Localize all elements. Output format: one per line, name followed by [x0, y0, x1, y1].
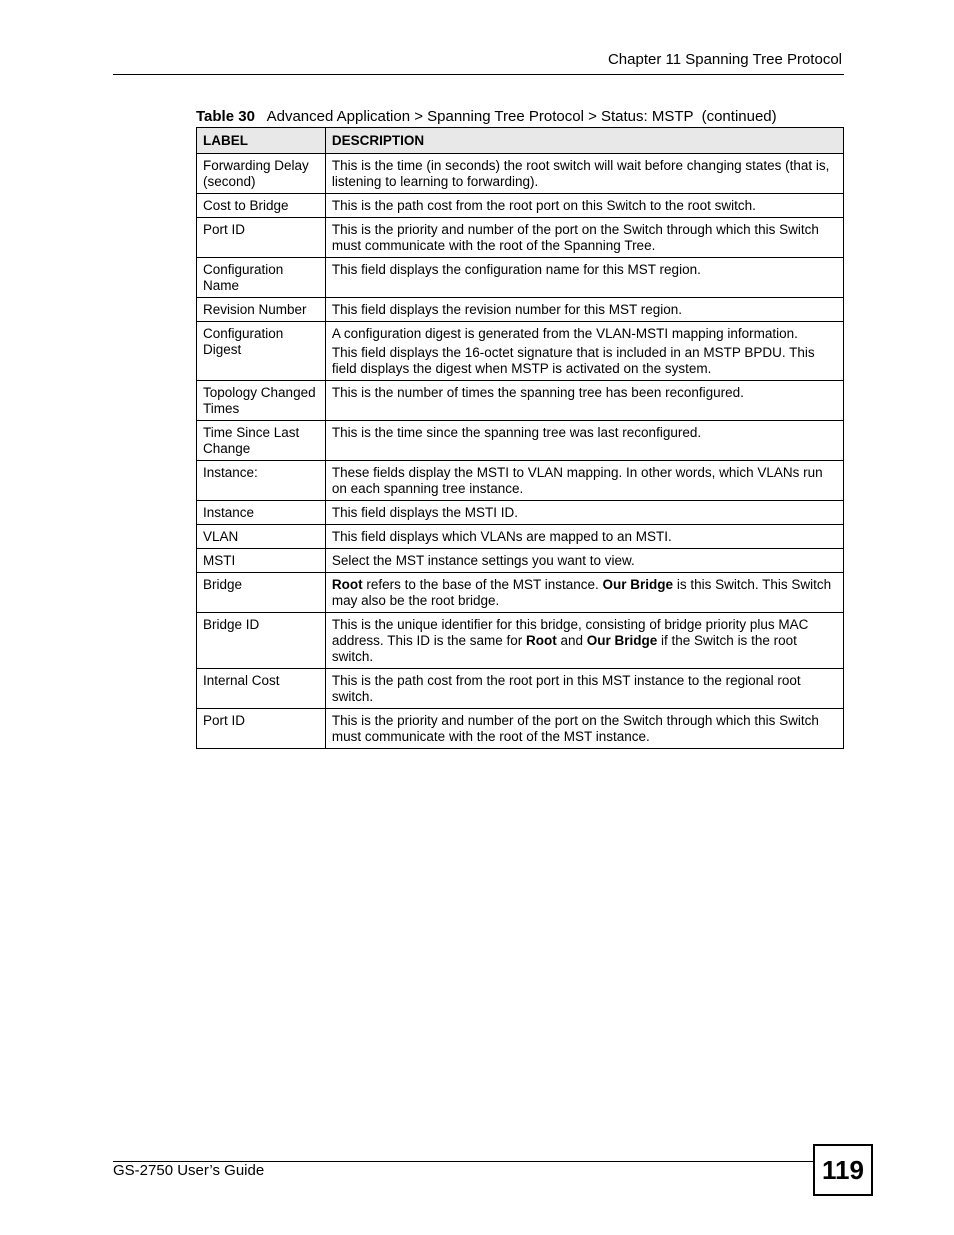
row-description [325, 194, 843, 218]
description-paragraph [332, 617, 837, 665]
table-row [197, 218, 844, 258]
chapter-title: Chapter 11 Spanning Tree Protocol [607, 51, 842, 68]
description-paragraph: This field displays the MSTI ID. [331, 505, 518, 520]
description-paragraph: Select the MST instance settings you want to view. [331, 553, 635, 568]
row-label: VLAN [197, 525, 326, 549]
row-description [325, 154, 843, 194]
description-paragraph: This is the number of times the spanning tree has been reconfigured. [331, 385, 744, 400]
column-header-label: LABEL [197, 128, 326, 154]
row-description [325, 573, 843, 613]
description-text: and [556, 633, 587, 648]
row-label: Forwarding Delay (second) [197, 154, 326, 194]
description-paragraph: A configuration digest is generated from the VLAN-MSTI mapping information. [331, 326, 798, 341]
description-paragraph: This field displays the revision number for this MST region. [331, 302, 683, 317]
table-row [197, 421, 844, 461]
row-label: Time Since Last Change [197, 421, 326, 461]
description-text: if the Switch is the root switch. [331, 633, 797, 664]
description-paragraph: This is the priority and number of the port on the Switch through which this Switch must communicate with the root of the MST instance. [331, 713, 819, 744]
description-paragraph [332, 577, 837, 609]
row-description [325, 322, 843, 381]
description-paragraph: This is the path cost from the root port in this MST instance to the regional root switch. [331, 673, 801, 704]
bold-term: Root [525, 633, 557, 648]
row-label: Cost to Bridge [197, 194, 326, 218]
row-label: Internal Cost [197, 669, 326, 709]
description-text: This is the unique identifier for this bridge, consisting of bridge priority plus MAC address. This ID is the same for [331, 617, 809, 648]
bold-term: Our Bridge [602, 577, 674, 592]
row-description [325, 218, 843, 258]
table-row [197, 573, 844, 613]
row-label: Bridge ID [197, 613, 326, 669]
table-row [197, 381, 844, 421]
row-description [325, 421, 843, 461]
row-label: Instance [197, 501, 326, 525]
table-caption-text: Advanced Application > Spanning Tree Protocol > Status: MSTP (continued) [266, 108, 777, 125]
column-header-description: DESCRIPTION [325, 128, 843, 154]
table-row [197, 613, 844, 669]
table-row [197, 298, 844, 322]
row-description [325, 669, 843, 709]
table-row [197, 709, 844, 749]
row-description [325, 258, 843, 298]
description-paragraph: This field displays which VLANs are mapped to an MSTI. [331, 529, 672, 544]
table-body [197, 154, 844, 749]
table-caption [196, 107, 777, 126]
row-description [325, 461, 843, 501]
table-caption-label: Table 30 [196, 108, 255, 125]
description-paragraph: This field displays the 16-octet signature that is included in an MSTP BPDU. This field displays the digest when MSTP is activated on the system. [331, 345, 815, 376]
row-label: Instance: [197, 461, 326, 501]
row-label: Configuration Name [197, 258, 326, 298]
bold-term: Our Bridge [586, 633, 658, 648]
description-paragraph: This is the time since the spanning tree was last reconfigured. [331, 425, 702, 440]
row-description [325, 298, 843, 322]
row-description [325, 381, 843, 421]
guide-title: GS-2750 User’s Guide [113, 1162, 265, 1179]
spec-table [196, 127, 844, 749]
table-row [197, 194, 844, 218]
row-label: Bridge [197, 573, 326, 613]
row-description [325, 709, 843, 749]
bold-term: Root [331, 577, 363, 592]
row-description [325, 525, 843, 549]
table-row [197, 669, 844, 709]
row-label: Port ID [197, 218, 326, 258]
row-label: Configuration Digest [197, 322, 326, 381]
description-text: is this Switch. This Switch may also be the root bridge. [331, 577, 832, 608]
table-row [197, 525, 844, 549]
page-number: 119 [813, 1144, 873, 1196]
row-description [325, 613, 843, 669]
table-row [197, 258, 844, 298]
description-paragraph: This is the path cost from the root port on this Switch to the root switch. [331, 198, 756, 213]
row-label: Revision Number [197, 298, 326, 322]
table-row [197, 549, 844, 573]
row-label: MSTI [197, 549, 326, 573]
header-divider [113, 74, 844, 75]
row-description [325, 501, 843, 525]
description-paragraph: This is the priority and number of the port on the Switch through which this Switch must communicate with the root of the Spanning Tree. [331, 222, 819, 253]
table-row [197, 322, 844, 381]
description-paragraph: This field displays the configuration name for this MST region. [331, 262, 701, 277]
description-paragraph: This is the time (in seconds) the root switch will wait before changing states (that is, listening to learning to forwarding). [331, 158, 830, 189]
table-row [197, 501, 844, 525]
table-header-row [197, 128, 844, 154]
row-label: Topology Changed Times [197, 381, 326, 421]
row-description [325, 549, 843, 573]
table-row [197, 461, 844, 501]
description-text: refers to the base of the MST instance. [362, 577, 603, 592]
row-label: Port ID [197, 709, 326, 749]
table-row [197, 154, 844, 194]
description-paragraph: These fields display the MSTI to VLAN mapping. In other words, which VLANs run on each spanning tree instance. [331, 465, 823, 496]
